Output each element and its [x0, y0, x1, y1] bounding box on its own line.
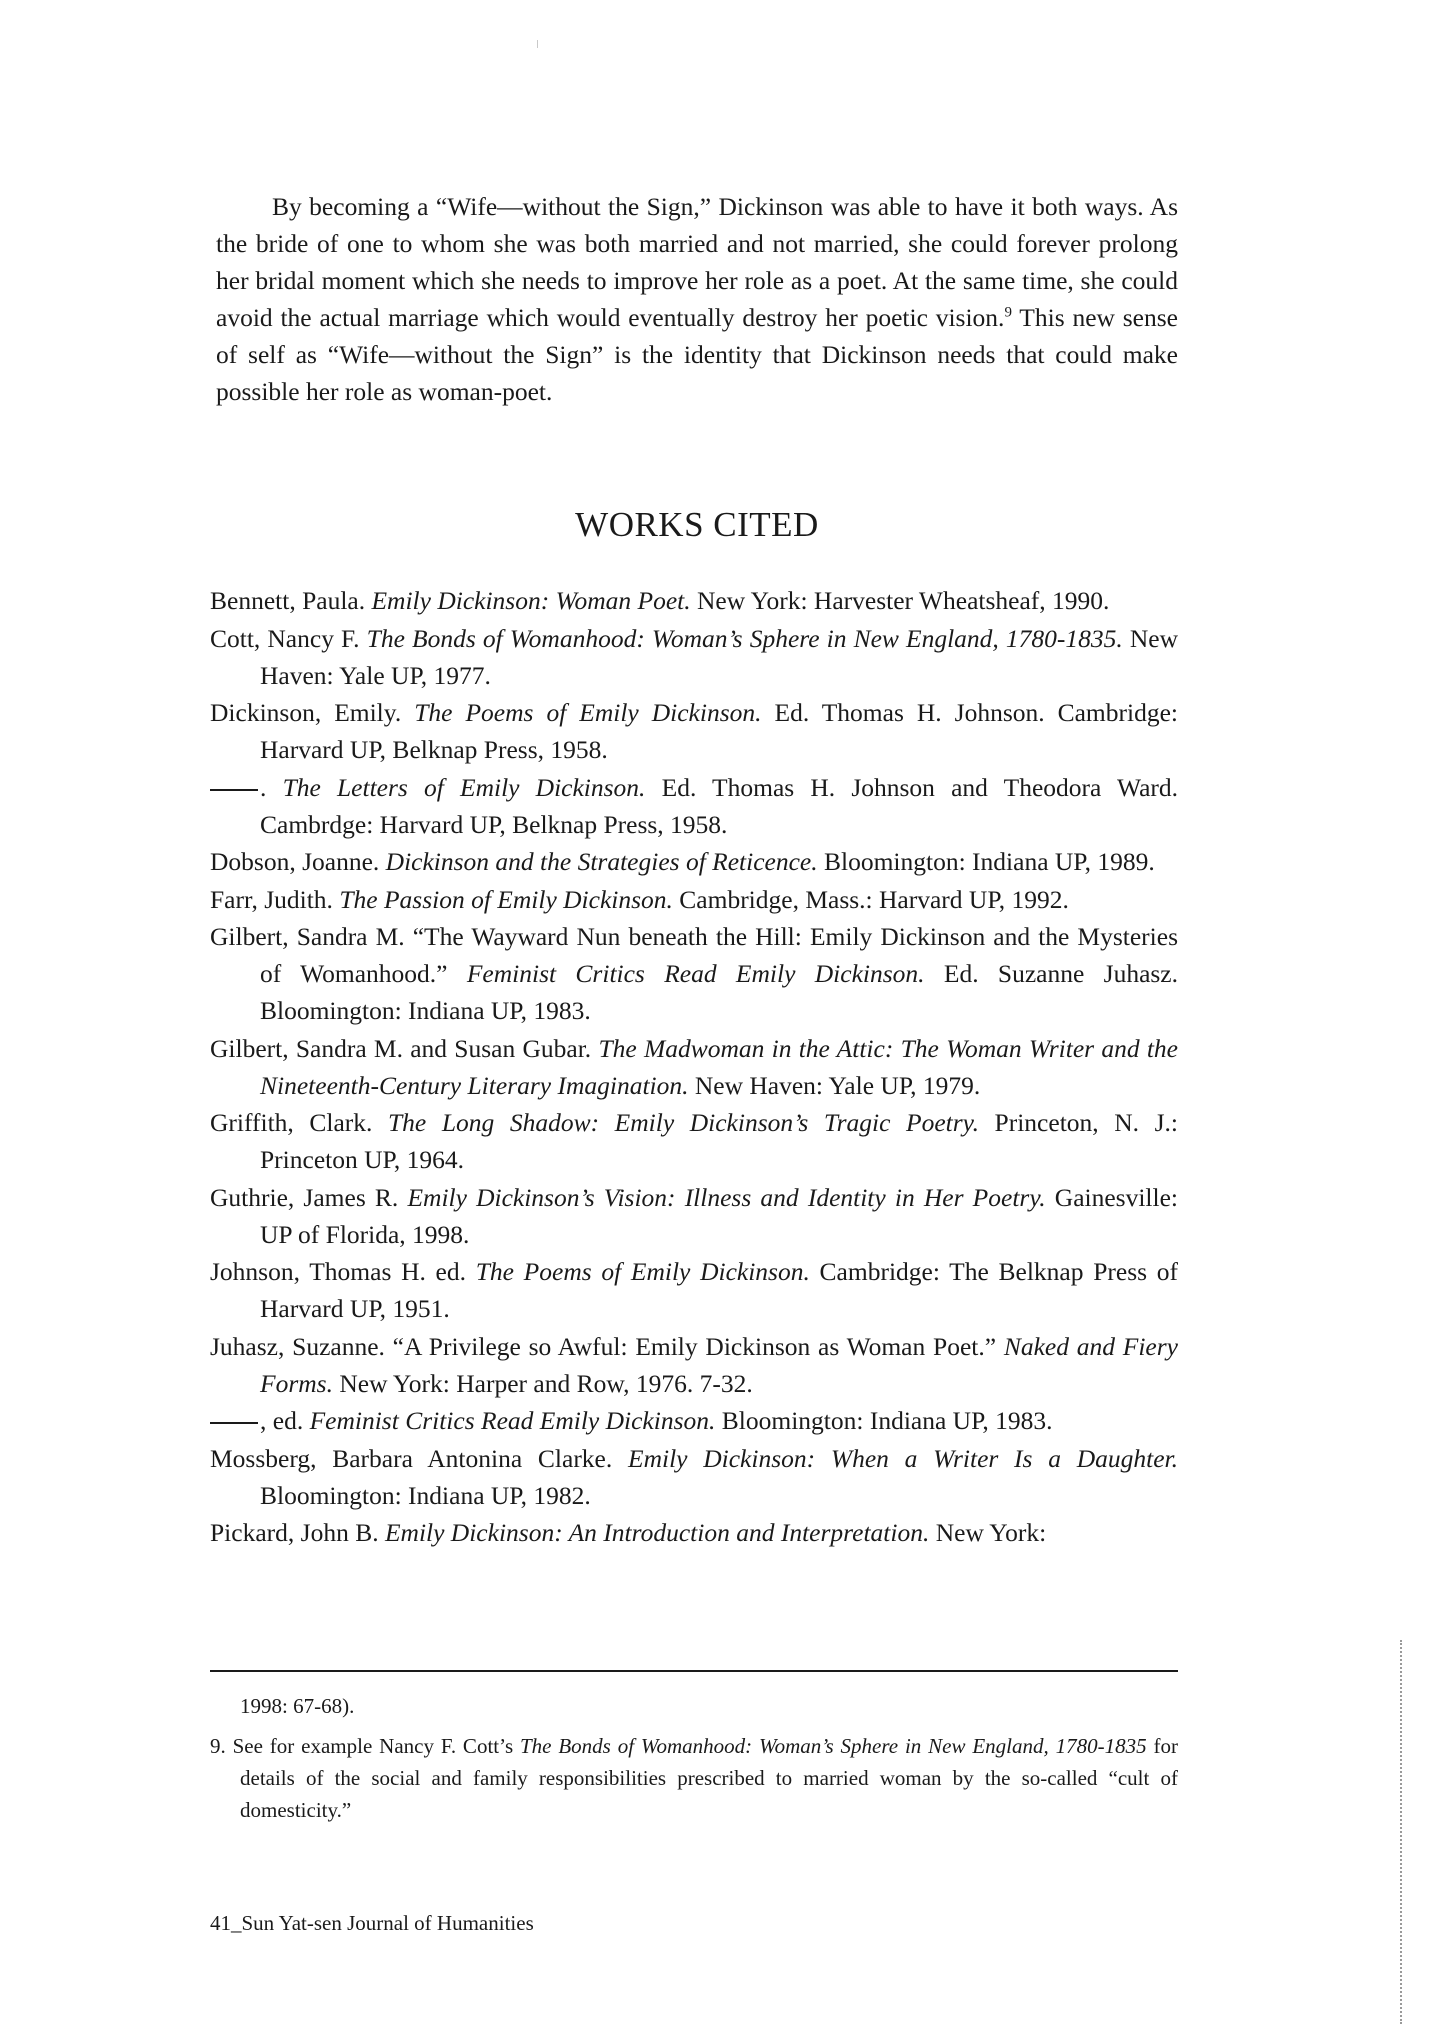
ref-publication: Cambridge: The Belknap Press of Harvard UP, 1951. — [260, 1257, 1178, 1323]
ref-author: Johnson, Thomas H. ed. — [210, 1257, 476, 1286]
ref-author: Gilbert, Sandra M. and Susan Gubar. — [210, 1033, 599, 1063]
ref-title: Emily Dickinson: An Introduction and Interpretation. — [384, 1518, 930, 1547]
scan-edge-marks — [1400, 1640, 1404, 2024]
footnote-title: The Bonds of Womanhood: Woman’s Sphere in New England, 1780-1835 — [519, 1734, 1147, 1758]
ref-publication: Bloomington: Indiana UP, 1983. — [715, 1406, 1053, 1435]
ref-title: Naked and Fiery Forms. — [260, 1331, 1178, 1398]
ref-publication: Bloomington: Indiana UP, 1989. — [817, 847, 1155, 876]
reference-entry — [210, 843, 1178, 880]
paragraph-text-2: This new sense of self as “Wife—without the Sign” is the identity that Dickinson needs that could make possible her role as woman-poet. — [216, 303, 1178, 406]
ref-title: Emily Dickinson: Woman Poet. — [371, 586, 691, 615]
running-footer: 41_Sun Yat-sen Journal of Humanities — [210, 1911, 534, 1935]
ref-title: The Poems of Emily Dickinson. — [414, 698, 762, 727]
reference-entry — [210, 582, 1178, 619]
ref-title: Feminist Critics Read Emily Dickinson. — [466, 959, 925, 988]
ref-author: Juhasz, Suzanne. “A Privilege so Awful: Emily Dickinson as Woman Poet.” — [210, 1331, 1004, 1361]
ref-title: Emily Dickinson: When a Writer Is a Daughter. — [628, 1443, 1178, 1473]
footnote-text: 9. See for example Nancy F. Cott’s — [210, 1734, 520, 1758]
footnote-marker: 9 — [1004, 304, 1012, 321]
same-author-dash — [210, 1422, 258, 1424]
ref-publication: Ed. Suzanne Juhasz. Bloomington: Indiana UP, 1983. — [260, 959, 1179, 1025]
ref-author: Dickinson, Emily. — [210, 698, 415, 727]
ref-title: The Poems of Emily Dickinson. — [475, 1257, 810, 1286]
reference-entry — [210, 1440, 1178, 1514]
reference-entry — [210, 881, 1178, 918]
same-author-dash — [210, 789, 258, 791]
ref-publication: New Haven: Yale UP, 1979. — [688, 1070, 981, 1100]
footnotes — [210, 1690, 1178, 1826]
reference-entry — [210, 694, 1178, 768]
reference-entry — [210, 1514, 1178, 1551]
ref-title: The Madwoman in the Attic: The Woman Writer and the Nineteenth-Century Literary Imagination. — [260, 1033, 1178, 1100]
reference-entry — [210, 1104, 1178, 1178]
footnote-divider — [210, 1670, 1178, 1672]
reference-entry — [210, 1179, 1178, 1253]
works-cited-heading: WORKS CITED — [575, 505, 819, 544]
ref-title: The Passion of Emily Dickinson. — [339, 884, 673, 914]
ref-publication: New York: Harper and Row, 1976. 7-32. — [332, 1368, 753, 1398]
ref-publication: Ed. Thomas H. Johnson. Cambridge: Harvard UP, Belknap Press, 1958. — [260, 698, 1178, 764]
reference-entry — [210, 769, 1178, 843]
ref-author: Guthrie, James R. — [210, 1182, 408, 1212]
ref-author: Mossberg, Barbara Antonina Clarke. — [210, 1443, 628, 1473]
ref-author: Bennett, Paula. — [210, 586, 372, 615]
paragraph-text-1: By becoming a “Wife—without the Sign,” Dickinson was able to have it both ways. As the bride of one to whom she was both married and not married, she could forever prolong her bridal moment which she needs to improve her role as a poet. At the same time, she could avoid the actual marriage which would eventually destroy her poetic vision. — [216, 192, 1178, 332]
ref-author: Griffith, Clark. — [210, 1108, 388, 1137]
ref-author: Farr, Judith. — [210, 884, 340, 914]
ref-publication: Cambridge, Mass.: Harvard UP, 1992. — [672, 884, 1069, 914]
footnote-9 — [210, 1730, 1178, 1826]
ref-author: Pickard, John B. — [210, 1518, 385, 1547]
reference-entry — [210, 1402, 1178, 1439]
ref-author: Gilbert, Sandra M. “The Wayward Nun beneath the Hill: Emily Dickinson and the Mysteries of Womanhood.” — [210, 922, 1178, 988]
body-paragraph — [216, 188, 1178, 410]
reference-entry — [210, 620, 1178, 694]
ref-author: Cott, Nancy F. — [210, 623, 367, 653]
ref-publication: Ed. Thomas H. Johnson and Theodora Ward. Cambrdge: Harvard UP, Belknap Press, 1958. — [260, 772, 1179, 839]
ref-title: Dickinson and the Strategies of Reticence. — [385, 847, 818, 876]
ref-title: The Long Shadow: Emily Dickinson’s Tragic Poetry. — [388, 1108, 979, 1137]
ref-publication: New York: Harvester Wheatsheaf, 1990. — [690, 586, 1110, 615]
ref-title: Feminist Critics Read Emily Dickinson. — [309, 1406, 716, 1435]
scan-speck — [537, 40, 538, 48]
reference-entry — [210, 1253, 1178, 1327]
footnote-continuation: 1998: 67-68). — [240, 1694, 355, 1718]
ref-author: . — [260, 772, 283, 802]
ref-publication: New Haven: Yale UP, 1977. — [260, 623, 1179, 690]
ref-author: , ed. — [260, 1406, 310, 1435]
ref-publication: Bloomington: Indiana UP, 1982. — [260, 1480, 591, 1510]
ref-title: Emily Dickinson’s Vision: Illness and Identity in Her Poetry. — [407, 1182, 1046, 1212]
ref-publication: New York: — [929, 1518, 1047, 1547]
ref-title: The Letters of Emily Dickinson. — [282, 772, 646, 802]
reference-entry — [210, 1030, 1178, 1104]
ref-author: Dobson, Joanne. — [210, 847, 386, 876]
ref-title: The Bonds of Womanhood: Woman’s Sphere in New England, 1780-1835. — [366, 623, 1123, 653]
reference-entry — [210, 918, 1178, 1029]
ref-publication: Gainesville: UP of Florida, 1998. — [260, 1182, 1178, 1249]
reference-entry — [210, 1328, 1178, 1402]
ref-publication: Princeton, N. J.: Princeton UP, 1964. — [260, 1108, 1178, 1174]
footnote-text: for details of the social and family responsibilities prescribed to married woman by the so-called “cult of domesticity.” — [240, 1734, 1178, 1822]
works-cited-list — [210, 582, 1178, 1552]
